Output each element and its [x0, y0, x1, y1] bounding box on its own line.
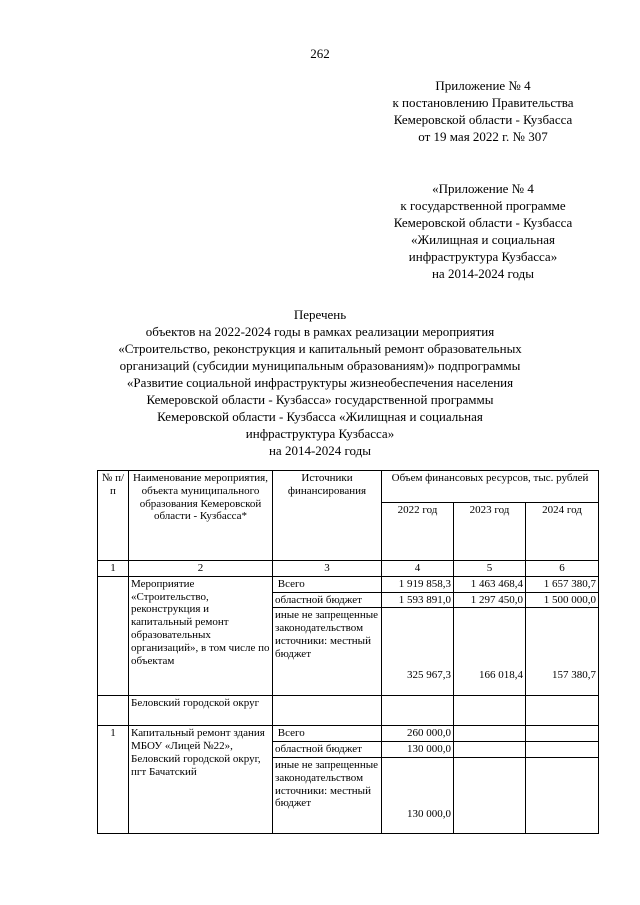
value-cell: 1 919 858,3: [382, 576, 454, 592]
appendix-line: от 19 мая 2022 г. № 307: [418, 129, 548, 144]
event-name: Мероприятие «Строительство, реконструкция и капитальный ремонт образовательных организаций», в том числе по объектам: [129, 576, 273, 696]
object-num: 1: [98, 726, 129, 834]
appendix-line: Кемеровской области - Кузбасса: [393, 112, 573, 127]
value-cell: [454, 726, 526, 742]
event-num: [98, 576, 129, 696]
source-cell: [273, 576, 382, 592]
table-row: [98, 576, 599, 592]
col-number: 3: [273, 561, 382, 577]
header-sources: Источники финансирования: [273, 471, 382, 561]
value-cell: 1 593 891,0: [382, 592, 454, 608]
appendix-line: к государственной программе: [400, 198, 566, 213]
col-number: 5: [454, 561, 526, 577]
appendix-line: «Приложение № 4: [432, 181, 534, 196]
appendix-line: Кемеровской области - Кузбасса: [393, 215, 573, 230]
value-cell: 1 463 468,4: [454, 576, 526, 592]
value-cell: 325 967,3: [382, 608, 454, 696]
district-name: Беловский городской округ: [129, 696, 273, 726]
source-cell: иные не запрещенные законодательством источники: местный бюджет: [273, 757, 382, 833]
empty-cell: [98, 696, 129, 726]
empty-cell: [454, 696, 526, 726]
col-number: 2: [129, 561, 273, 577]
table-row: [98, 726, 599, 742]
value-cell: [526, 757, 599, 833]
value-cell: 260 000,0: [382, 726, 454, 742]
title-line: организаций (субсидии муниципальным образованиям)» подпрограммы: [119, 358, 521, 373]
title-line: «Развитие социальной инфраструктуры жизнеобеспечения населения: [126, 375, 514, 390]
program-appendix-header: [348, 180, 618, 282]
appendix-line: Приложение № 4: [435, 78, 531, 93]
title-line: Кемеровской области - Кузбасса» государственной программы: [146, 392, 494, 407]
source-cell: иные не запрещенные законодательством источники: местный бюджет: [273, 608, 382, 696]
table-header-row: [98, 471, 599, 503]
source-label: Всего: [277, 577, 305, 590]
title-line: инфраструктура Кузбасса»: [245, 426, 395, 441]
table-row: [98, 696, 599, 726]
source-cell: [273, 726, 382, 742]
source-cell: областной бюджет: [273, 742, 382, 758]
appendix-line: инфраструктура Кузбасса»: [408, 249, 558, 264]
header-2023: 2023 год: [454, 503, 526, 561]
empty-cell: [382, 696, 454, 726]
col-number: 1: [98, 561, 129, 577]
header-2022: 2022 год: [382, 503, 454, 561]
appendix-line: на 2014-2024 годы: [431, 266, 535, 281]
header-name: Наименование мероприятия, объекта муниципального образования Кемеровской области - Кузбасса*: [129, 471, 273, 561]
page-number: 262: [310, 46, 330, 61]
title-line: Кемеровской области - Кузбасса «Жилищная и социальная: [157, 409, 483, 424]
col-number: 4: [382, 561, 454, 577]
header-2024: 2024 год: [526, 503, 599, 561]
value-cell: 130 000,0: [382, 742, 454, 758]
title-line: «Строительство, реконструкция и капитальный ремонт образовательных: [118, 341, 522, 356]
empty-cell: [273, 696, 382, 726]
appendix-header: [348, 77, 618, 145]
source-cell: областной бюджет: [273, 592, 382, 608]
object-name: Капитальный ремонт здания МБОУ «Лицей №22», Беловский городской округ, пгт Бачатский: [129, 726, 273, 834]
value-cell: 1 657 380,7: [526, 576, 599, 592]
empty-cell: [526, 696, 599, 726]
value-cell: 130 000,0: [382, 757, 454, 833]
col-number: 6: [526, 561, 599, 577]
value-cell: [454, 742, 526, 758]
title-line: объектов на 2022-2024 годы в рамках реализации мероприятия: [145, 324, 495, 339]
title-line: на 2014-2024 годы: [268, 443, 372, 458]
header-num: № п/п: [98, 471, 129, 561]
document-title: [90, 306, 550, 459]
source-label: Всего: [277, 727, 305, 740]
value-cell: 166 018,4: [454, 608, 526, 696]
value-cell: [526, 742, 599, 758]
value-cell: 1 500 000,0: [526, 592, 599, 608]
appendix-line: «Жилищная и социальная: [411, 232, 555, 247]
title-line: Перечень: [293, 307, 347, 322]
value-cell: 157 380,7: [526, 608, 599, 696]
appendix-line: к постановлению Правительства: [392, 95, 574, 110]
value-cell: [454, 757, 526, 833]
value-cell: 1 297 450,0: [454, 592, 526, 608]
value-cell: [526, 726, 599, 742]
column-numbers-row: [98, 561, 599, 577]
header-volume: Объем финансовых ресурсов, тыс. рублей: [382, 471, 599, 503]
financing-table: [97, 470, 599, 834]
